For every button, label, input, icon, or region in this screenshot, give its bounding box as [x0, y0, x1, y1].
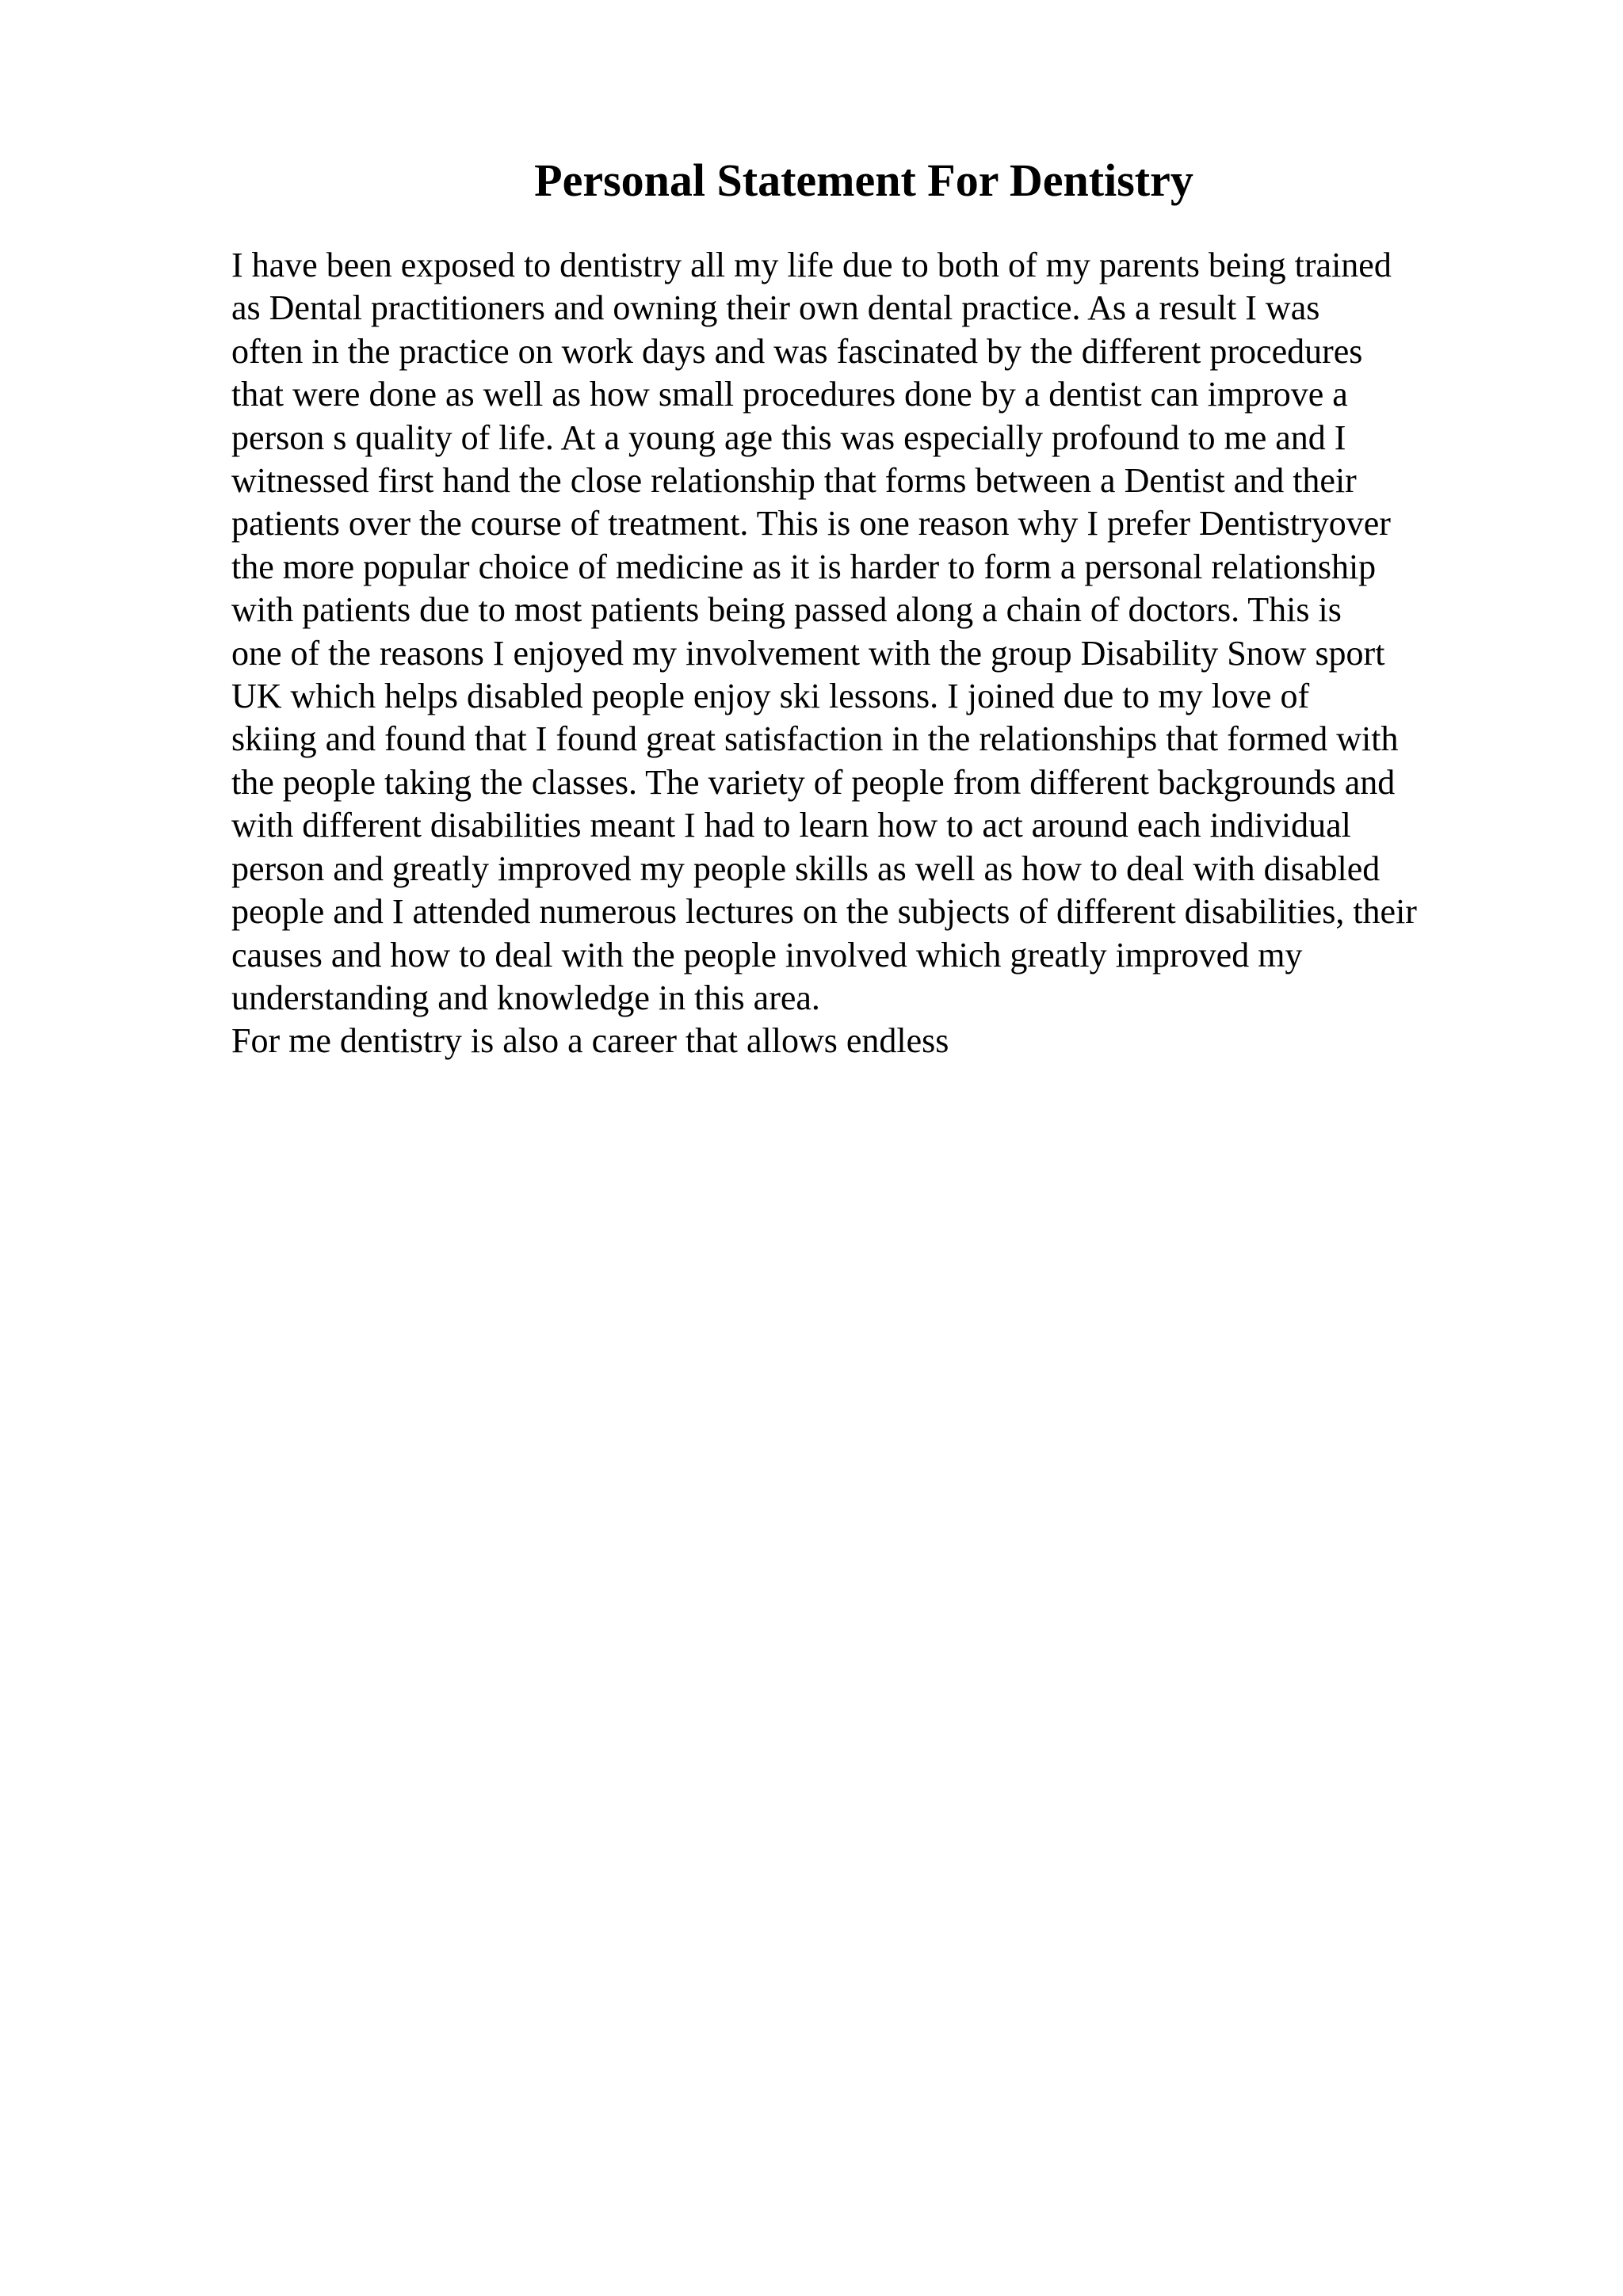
- body-line: I have been exposed to dentistry all my life due to both of my parents being trained: [231, 246, 1392, 284]
- body-line: person and greatly improved my people skills as well as how to deal with disabled: [231, 849, 1381, 888]
- body-line: with patients due to most patients being passed along a chain of doctors. This is: [231, 590, 1342, 630]
- body-line: one of the reasons I enjoyed my involvement with the group Disability Snow sport: [231, 633, 1385, 673]
- body-line: understanding and knowledge in this area.: [231, 978, 820, 1017]
- body-line: person s quality of life. At a young age this was especially profound to me and I: [231, 418, 1346, 457]
- body-line: that were done as well as how small procedures done by a dentist can improve a: [231, 375, 1348, 414]
- document-body: [231, 244, 1594, 1063]
- body-line: skiing and found that I found great satisfaction in the relationships that formed with: [231, 719, 1399, 759]
- body-line: the people taking the classes. The variety of people from different backgrounds and: [231, 762, 1396, 802]
- body-line: causes and how to deal with the people involved which greatly improved my: [231, 935, 1303, 974]
- document-title: Personal Statement For Dentistry: [534, 154, 1193, 206]
- body-line: UK which helps disabled people enjoy ski lessons. I joined due to my love of: [231, 677, 1310, 716]
- body-line: For me dentistry is also a career that allows endless: [231, 1021, 949, 1061]
- body-line: as Dental practitioners and owning their own dental practice. As a result I was: [231, 288, 1320, 328]
- body-line: witnessed first hand the close relationship that forms between a Dentist and their: [231, 461, 1357, 501]
- body-line: people and I attended numerous lectures on the subjects of different disabilities, their: [231, 892, 1417, 932]
- body-line: patients over the course of treatment. This is one reason why I prefer Dentistryover: [231, 504, 1391, 543]
- body-line: the more popular choice of medicine as it is harder to form a personal relationship: [231, 547, 1377, 586]
- body-line: often in the practice on work days and was fascinated by the different procedures: [231, 331, 1363, 371]
- body-line: with different disabilities meant I had to learn how to act around each individual: [231, 806, 1351, 845]
